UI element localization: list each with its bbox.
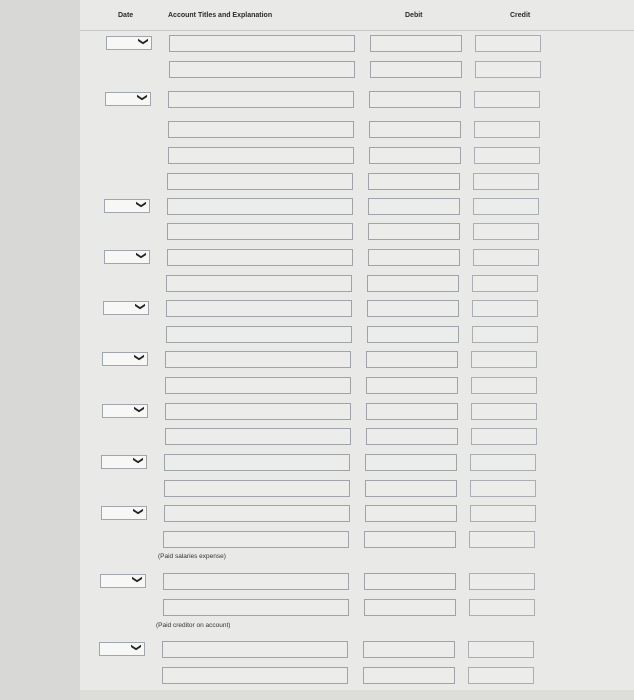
- journal-row: [80, 34, 634, 54]
- journal-row: [80, 299, 634, 319]
- journal-row: [80, 60, 634, 80]
- date-dropdown[interactable]: [100, 574, 146, 588]
- journal-row: [80, 120, 634, 140]
- journal-entry-form: [80, 0, 634, 700]
- debit-input[interactable]: [363, 667, 455, 684]
- date-dropdown[interactable]: [102, 404, 148, 418]
- credit-input[interactable]: [473, 249, 539, 266]
- debit-input[interactable]: [365, 480, 457, 497]
- account-title-input[interactable]: [163, 531, 349, 548]
- account-title-input[interactable]: [165, 377, 351, 394]
- journal-row: [80, 146, 634, 166]
- journal-row: [80, 402, 634, 422]
- debit-input[interactable]: [367, 300, 459, 317]
- debit-input[interactable]: [365, 505, 457, 522]
- chevron-down-icon: ❯: [134, 302, 146, 311]
- chevron-down-icon: ❯: [133, 405, 145, 414]
- credit-input[interactable]: [468, 641, 534, 658]
- credit-input[interactable]: [471, 403, 537, 420]
- journal-row: [80, 666, 634, 686]
- journal-row: [80, 427, 634, 447]
- explanation-creditor: (Paid creditor on account): [156, 622, 231, 629]
- journal-row: [80, 172, 634, 192]
- credit-input[interactable]: [472, 326, 538, 343]
- debit-input[interactable]: [370, 35, 462, 52]
- account-title-input[interactable]: [166, 326, 352, 343]
- debit-input[interactable]: [369, 121, 461, 138]
- credit-input[interactable]: [469, 531, 535, 548]
- chevron-down-icon: ❯: [136, 93, 148, 102]
- debit-input[interactable]: [368, 198, 460, 215]
- journal-row: [80, 90, 634, 110]
- debit-input[interactable]: [366, 428, 458, 445]
- explanation-salaries: (Paid salaries expense): [158, 553, 226, 560]
- journal-row: [80, 222, 634, 242]
- debit-column-header: Debit: [405, 12, 423, 19]
- debit-input[interactable]: [366, 351, 458, 368]
- account-title-input[interactable]: [169, 35, 355, 52]
- credit-input[interactable]: [471, 377, 537, 394]
- journal-row: [80, 504, 634, 524]
- debit-input[interactable]: [370, 61, 462, 78]
- account-title-input[interactable]: [166, 275, 352, 292]
- debit-input[interactable]: [366, 377, 458, 394]
- chevron-down-icon: ❯: [131, 575, 143, 584]
- credit-input[interactable]: [473, 198, 539, 215]
- debit-input[interactable]: [368, 249, 460, 266]
- debit-input[interactable]: [367, 326, 459, 343]
- debit-input[interactable]: [369, 147, 461, 164]
- account-title-input[interactable]: [164, 505, 350, 522]
- journal-row: [80, 479, 634, 499]
- journal-row: [80, 274, 634, 294]
- journal-row: [80, 598, 634, 618]
- date-dropdown[interactable]: [102, 352, 148, 366]
- chevron-down-icon: ❯: [135, 251, 147, 260]
- account-title-input[interactable]: [169, 61, 355, 78]
- date-dropdown[interactable]: [104, 250, 150, 264]
- account-title-input[interactable]: [168, 91, 354, 108]
- debit-input[interactable]: [364, 573, 456, 590]
- credit-input[interactable]: [468, 667, 534, 684]
- debit-input[interactable]: [363, 641, 455, 658]
- chevron-down-icon: ❯: [137, 37, 149, 46]
- debit-input[interactable]: [364, 599, 456, 616]
- account-title-input[interactable]: [168, 147, 354, 164]
- credit-input[interactable]: [472, 300, 538, 317]
- account-title-input[interactable]: [166, 300, 352, 317]
- credit-input[interactable]: [475, 35, 541, 52]
- column-header-row: [80, 0, 634, 34]
- debit-input[interactable]: [365, 454, 457, 471]
- account-title-input[interactable]: [168, 121, 354, 138]
- credit-column-header: Credit: [510, 12, 531, 19]
- credit-input[interactable]: [469, 599, 535, 616]
- chevron-down-icon: ❯: [133, 353, 145, 362]
- chevron-down-icon: ❯: [135, 200, 147, 209]
- account-title-input[interactable]: [167, 249, 353, 266]
- journal-row: [80, 376, 634, 396]
- account-title-input[interactable]: [162, 667, 348, 684]
- debit-input[interactable]: [368, 173, 460, 190]
- journal-row: [80, 350, 634, 370]
- credit-input[interactable]: [471, 351, 537, 368]
- account-title-input[interactable]: [165, 351, 351, 368]
- account-title-input[interactable]: [167, 223, 353, 240]
- journal-row: [80, 197, 634, 217]
- debit-input[interactable]: [369, 91, 461, 108]
- account-title-input[interactable]: [162, 641, 348, 658]
- account-title-input[interactable]: [164, 454, 350, 471]
- debit-input[interactable]: [366, 403, 458, 420]
- journal-row: [80, 248, 634, 268]
- date-dropdown[interactable]: [106, 36, 152, 50]
- credit-input[interactable]: [473, 223, 539, 240]
- account-title-input[interactable]: [164, 480, 350, 497]
- journal-row: [80, 325, 634, 345]
- date-dropdown[interactable]: [104, 199, 150, 213]
- debit-input[interactable]: [364, 531, 456, 548]
- account-column-header: Account Titles and Explanation: [168, 12, 273, 19]
- credit-input[interactable]: [473, 173, 539, 190]
- credit-input[interactable]: [475, 61, 541, 78]
- credit-input[interactable]: [474, 121, 540, 138]
- header-divider: [80, 30, 634, 31]
- credit-input[interactable]: [469, 573, 535, 590]
- date-dropdown[interactable]: [101, 455, 147, 469]
- journal-row: [80, 453, 634, 473]
- credit-input[interactable]: [474, 147, 540, 164]
- debit-input[interactable]: [367, 275, 459, 292]
- credit-input[interactable]: [472, 275, 538, 292]
- account-title-input[interactable]: [167, 173, 353, 190]
- credit-input[interactable]: [471, 428, 537, 445]
- account-title-input[interactable]: [163, 599, 349, 616]
- account-title-input[interactable]: [167, 198, 353, 215]
- journal-row: [80, 530, 634, 550]
- account-title-input[interactable]: [163, 573, 349, 590]
- journal-row: [80, 572, 634, 592]
- chevron-down-icon: ❯: [132, 507, 144, 516]
- credit-input[interactable]: [474, 91, 540, 108]
- account-title-input[interactable]: [165, 428, 351, 445]
- credit-input[interactable]: [470, 480, 536, 497]
- credit-input[interactable]: [470, 454, 536, 471]
- date-dropdown[interactable]: [103, 301, 149, 315]
- debit-input[interactable]: [368, 223, 460, 240]
- date-dropdown[interactable]: [101, 506, 147, 520]
- chevron-down-icon: ❯: [132, 456, 144, 465]
- date-column-header: Date: [118, 12, 134, 19]
- chevron-down-icon: ❯: [130, 643, 142, 652]
- bottom-edge: [80, 690, 634, 700]
- date-dropdown[interactable]: [99, 642, 145, 656]
- account-title-input[interactable]: [165, 403, 351, 420]
- date-dropdown[interactable]: [105, 92, 151, 106]
- credit-input[interactable]: [470, 505, 536, 522]
- journal-row: [80, 640, 634, 660]
